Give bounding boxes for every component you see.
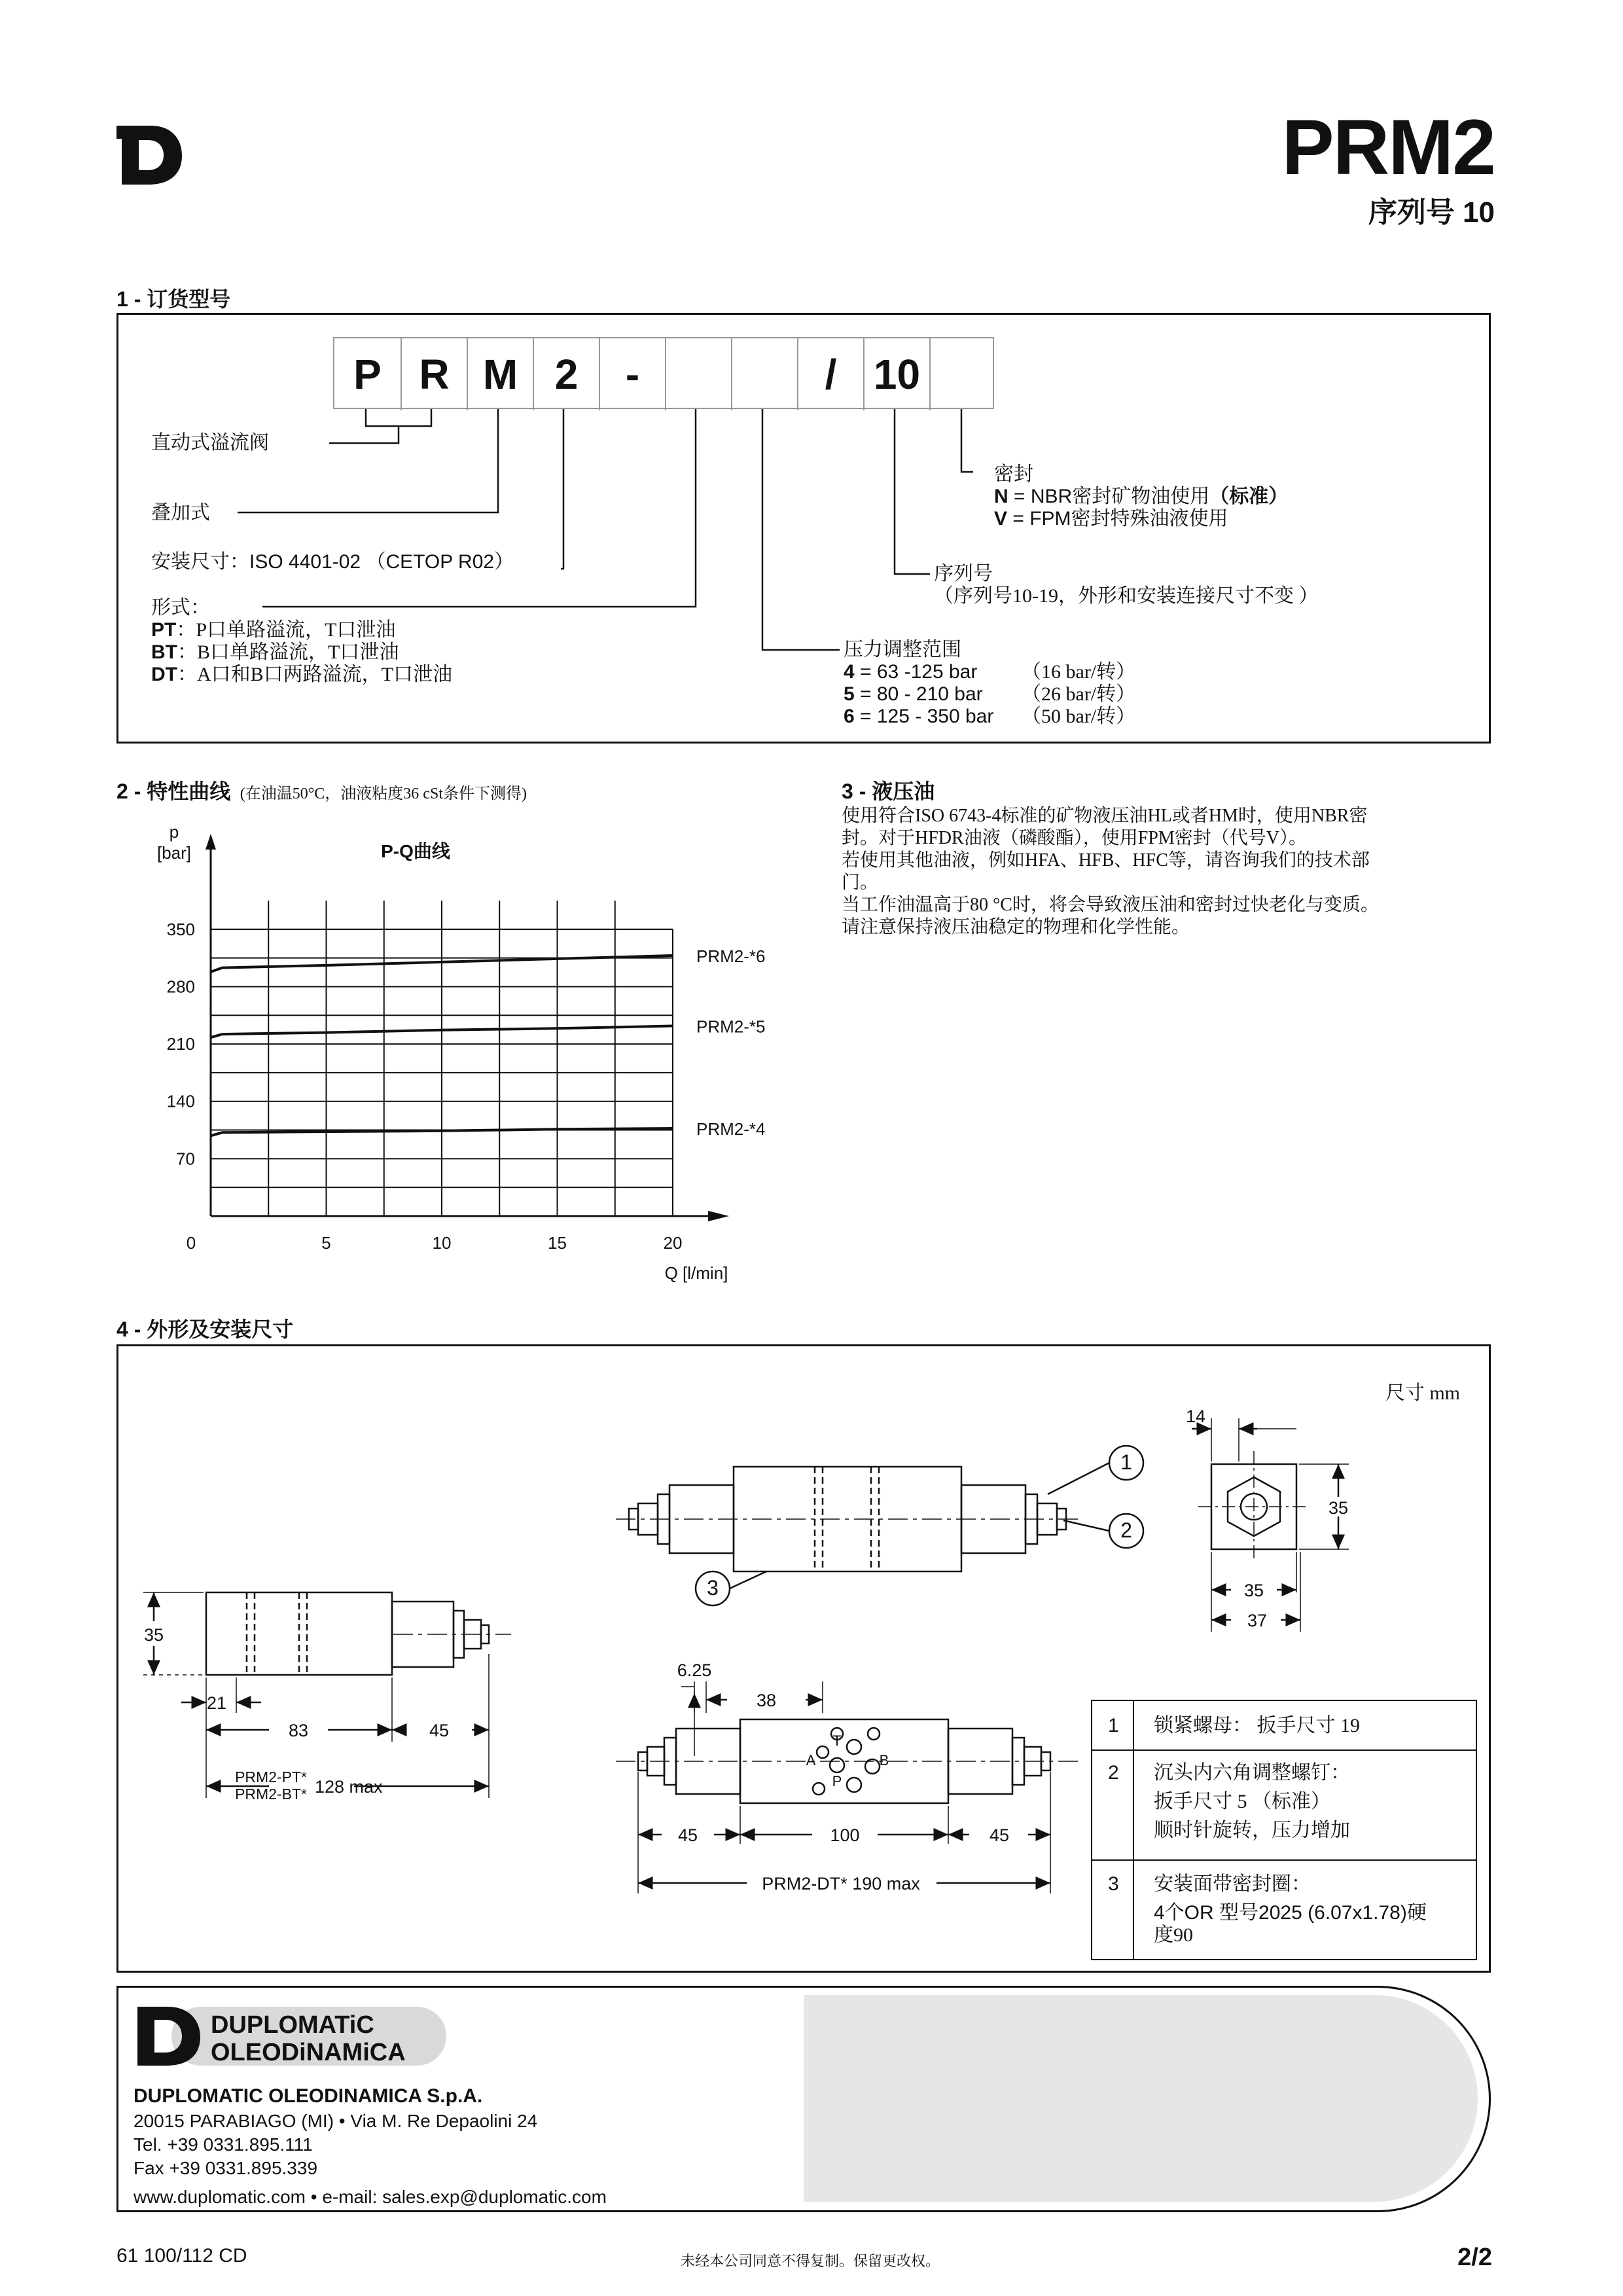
- y-axis-unit: [bar]: [156, 843, 192, 863]
- series-label: PRM2-*4: [696, 1119, 766, 1139]
- callout-3: 3: [707, 1576, 719, 1600]
- code-cell-2: 2: [533, 338, 599, 410]
- logo-line-2: OLEODiNAMiCA: [211, 2039, 406, 2066]
- end-view-drawing: [1192, 1418, 1349, 1632]
- company-name: DUPLOMATIC OLEODINAMICA S.p.A.: [134, 2085, 483, 2107]
- company-address: 20015 PARABIAGO (MI) • Via M. Re Depaolini 24: [134, 2111, 538, 2131]
- x-tick-label: 0: [186, 1233, 196, 1253]
- x-tick-label: 15: [548, 1233, 567, 1253]
- footer-frame-right: [1243, 1986, 1491, 2212]
- y-axis-label: p: [169, 822, 179, 842]
- code-cell-m: M: [467, 338, 533, 410]
- units-label: 尺寸 mm: [1385, 1382, 1460, 1404]
- logo-line-1: DUPLOMATiC: [211, 2011, 374, 2039]
- y-tick-label: 70: [176, 1149, 195, 1169]
- direct-relief-label: 直动式溢流阀: [151, 432, 269, 454]
- seal-option-v: V = FPM密封特殊油液使用: [994, 508, 1228, 529]
- section1-title: 1 - 订货型号: [116, 287, 231, 311]
- copyright-notice: 未经本公司同意不得复制。保留更改权。: [681, 2253, 940, 2269]
- dim-35-width: 35: [1243, 1581, 1264, 1600]
- company-tel: Tel. +39 0331.895.111: [134, 2134, 313, 2155]
- legend-num-3: 3: [1108, 1873, 1119, 1895]
- section2-subtitle: (在油温50°C，油液粘度36 cSt条件下测得): [240, 785, 527, 802]
- fluid-line-4: 门。: [842, 872, 879, 893]
- x-axis-label: Q [l/min]: [664, 1263, 728, 1283]
- fluid-line-2: 封。对于HFDR油液（磷酸酯），使用FPM密封（代号V）。: [842, 828, 1307, 848]
- legend-text-3a: 安装面带密封圈：: [1154, 1873, 1311, 1895]
- label-prm2-dt: PRM2-DT* 190 max: [762, 1874, 920, 1893]
- label-prm2-bt: PRM2-BT*: [235, 1785, 307, 1803]
- dim-14: 14: [1185, 1407, 1206, 1426]
- callout-1: 1: [1120, 1450, 1132, 1474]
- dim-35-vertical: 35: [1328, 1498, 1349, 1518]
- series-label: 序列号 10: [1368, 196, 1495, 228]
- x-axis-arrow: [708, 1211, 729, 1221]
- ordering-code-box: [116, 313, 1491, 744]
- fluid-line-3: 若使用其他油液，例如HFA、HFB、HFC等，请咨询我们的技术部: [842, 850, 1370, 870]
- section4-title: 4 - 外形及安装尺寸: [116, 1318, 294, 1341]
- top-valve-drawing: [616, 1446, 1143, 1605]
- legend-text-3c: 度90: [1154, 1924, 1193, 1946]
- legend-text-2a: 沉头内六角调整螺钉：: [1154, 1762, 1350, 1784]
- fluid-line-5: 当工作油温高于80 °C时，将会导致液压油和密封过快老化与变质。: [842, 895, 1379, 915]
- pressure-per-turn-4: （16 bar/转）: [1022, 661, 1136, 683]
- pressure-title: 压力调整范围: [844, 639, 961, 660]
- code-cell-series: 10: [863, 338, 929, 410]
- dim-37-width: 37: [1247, 1611, 1268, 1630]
- fluid-line-6: 请注意保持液压油稳定的物理和化学性能。: [842, 917, 1190, 937]
- dimensions-box: [116, 1344, 1491, 1973]
- y-tick-label: 280: [166, 977, 195, 997]
- dim-83: 83: [288, 1721, 309, 1740]
- section2-title-row: [116, 775, 527, 805]
- section3-title: 3 - 液压油: [842, 780, 935, 803]
- y-axis-arrow: [205, 834, 216, 850]
- y-tick-label: 140: [166, 1091, 195, 1111]
- legend-text-2c: 顺时针旋转，压力增加: [1154, 1820, 1350, 1841]
- form-option-pt: PT：P口单路溢流，T口泄油: [151, 619, 396, 641]
- doc-code: 61 100/112 CD: [116, 2245, 247, 2267]
- pressure-per-turn-6: （50 bar/转）: [1022, 706, 1136, 727]
- pressure-per-turn-5: （26 bar/转）: [1022, 683, 1136, 705]
- fluid-line-1: 使用符合ISO 6743-4标准的矿物液压油HL或者HM时，使用NBR密: [842, 806, 1368, 826]
- dim-45-left: 45: [429, 1721, 450, 1740]
- dim-35-side: 35: [143, 1625, 164, 1645]
- label-prm2-pt: PRM2-PT*: [235, 1768, 307, 1785]
- pressure-option-5: 5 = 80 - 210 bar: [844, 683, 983, 705]
- dim-128-max: 128 max: [315, 1777, 383, 1797]
- legend-num-1: 1: [1108, 1715, 1119, 1736]
- seal-option-n: N = NBR密封矿物油使用（标准）: [994, 486, 1289, 507]
- pressure-option-4: 4 = 63 -125 bar: [844, 661, 978, 683]
- dim-38: 38: [756, 1691, 777, 1710]
- port-p-label: P: [832, 1773, 842, 1789]
- callout-2: 2: [1120, 1518, 1132, 1542]
- section3-body: [842, 805, 1496, 939]
- company-web-email: www.duplomatic.com • e-mail: sales.exp@duplomatic.com: [134, 2187, 607, 2207]
- code-cell-p: P: [353, 351, 382, 398]
- serial-note: （序列号10-19，外形和安装连接尺寸不变 ）: [934, 585, 1319, 607]
- duplomatic-logo: [134, 2001, 448, 2070]
- x-tick-label: 10: [432, 1233, 452, 1253]
- form-title: 形式：: [151, 597, 210, 619]
- dim-45-dt-left: 45: [677, 1825, 698, 1845]
- legend-text-2b: 扳手尺寸 5 （标准）: [1154, 1791, 1330, 1812]
- serial-title: 序列号: [934, 563, 993, 584]
- code-cell-slash: /: [797, 338, 863, 410]
- chart-title: P-Q曲线: [381, 841, 450, 861]
- x-tick-label: 5: [321, 1233, 331, 1253]
- y-tick-label: 210: [166, 1034, 195, 1054]
- dim-21: 21: [206, 1693, 227, 1713]
- parts-legend-table: [1091, 1700, 1477, 1960]
- pressure-option-6: 6 = 125 - 350 bar: [844, 706, 994, 727]
- series-label: PRM2-*5: [696, 1016, 766, 1037]
- y-tick-label: 350: [166, 919, 195, 939]
- code-cell-r: R: [401, 338, 467, 410]
- code-cell-dash: -: [599, 338, 665, 410]
- dim-6-25: 6.25: [677, 1660, 712, 1680]
- section2-title: 2 - 特性曲线: [116, 780, 231, 803]
- form-option-bt: BT：B口单路溢流，T口泄油: [151, 641, 399, 663]
- seal-title: 密封: [994, 463, 1033, 485]
- x-tick-label: 20: [663, 1233, 683, 1253]
- legend-text-3b: 4个OR 型号2025 (6.07x1.78)硬: [1154, 1902, 1427, 1924]
- page-number: 2/2: [1457, 2244, 1492, 2271]
- product-title: PRM2: [1281, 103, 1495, 191]
- series-label: PRM2-*6: [696, 946, 766, 966]
- legend-num-2: 2: [1108, 1762, 1119, 1784]
- brand-logo-icon: [116, 123, 185, 187]
- pq-chart: [144, 822, 766, 1296]
- dim-100: 100: [830, 1825, 860, 1845]
- dim-45-dt-right: 45: [989, 1825, 1010, 1845]
- modular-label: 叠加式: [151, 502, 210, 524]
- legend-text-1: 锁紧螺母： 扳手尺寸 19: [1154, 1715, 1360, 1736]
- dt-valve-drawing: [616, 1681, 1080, 1893]
- port-b-label: B: [879, 1752, 889, 1768]
- form-option-dt: DT：A口和B口两路溢流，T口泄油: [151, 664, 452, 685]
- company-fax: Fax +39 0331.895.339: [134, 2158, 318, 2178]
- port-a-label: A: [806, 1752, 816, 1768]
- pt-bt-valve-drawing: [143, 1592, 511, 1798]
- mounting-label: 安装尺寸：ISO 4401-02 （CETOP R02）: [151, 551, 514, 573]
- port-t-label: T: [832, 1732, 842, 1749]
